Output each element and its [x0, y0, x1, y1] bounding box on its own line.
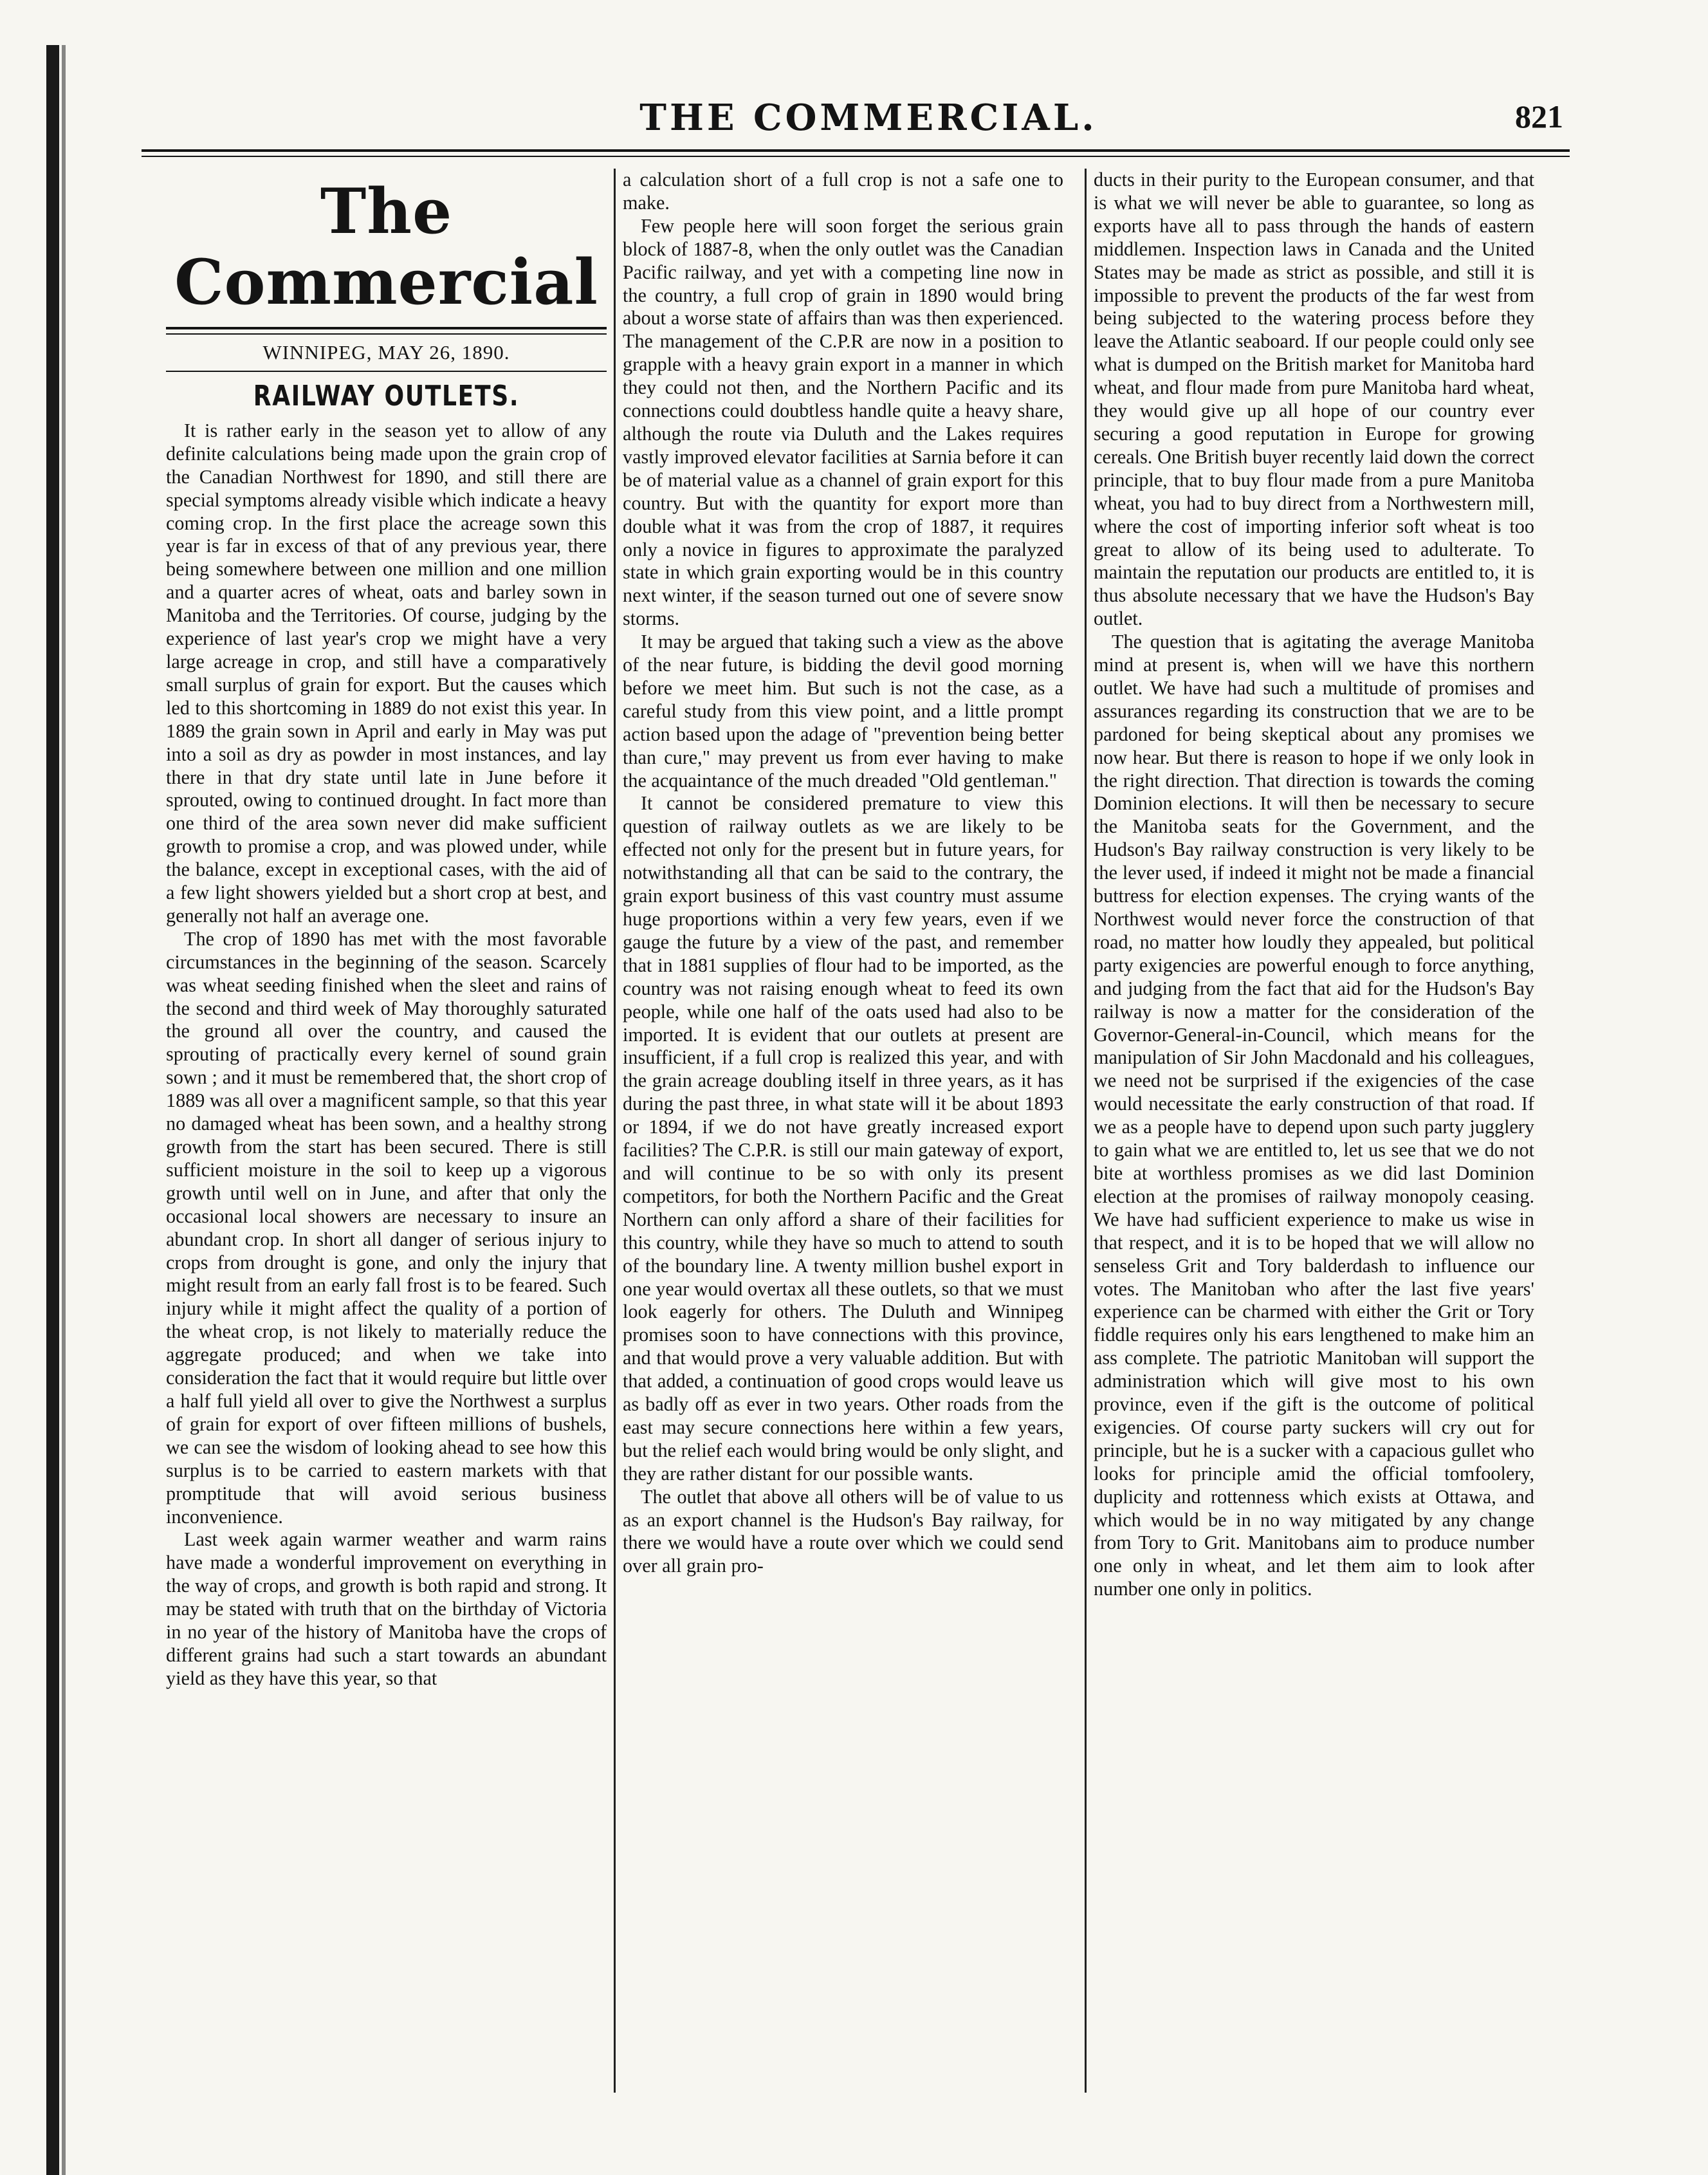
paragraph: It may be argued that taking such a view as the above of the near future, is bidding the devil good morning before we meet him. But such is not the case, as a careful study from this view point, and a little prompt action based upon the adage of "prevention being better than cure," may prevent us from ever having to make the acquaintance of the much dreaded "Old gentleman." [623, 631, 1063, 791]
column-divider-2 [1085, 169, 1087, 2093]
page-number: 821 [1515, 98, 1563, 134]
column-3 [1094, 169, 1534, 1601]
column-1 [166, 174, 607, 1690]
binding-edge-shadow [62, 45, 66, 2175]
paragraph: Last week again warmer weather and warm rains have made a wonderful improvement on everything in the way of crops, and growth is both rapid and strong. It may be stated with truth that on the birthday of Victoria in no year of the history of Manitoba have the crops of different grains had such a start towards an abundant yield as they have this year, so that [166, 1528, 607, 1689]
binding-edge [46, 45, 59, 2175]
paragraph: The question that is agitating the average Manitoba mind at present is, when will we have this northern outlet. We have had such a multitude of promises and assurances regarding its construction that we are to be pardoned for being skeptical about any promises we now hear. But there is reason to hope if we only look in the right direction. That direction is towards the coming Dominion elections. It will then be necessary to secure the Manitoba seats for the Government, and the Hudson's Bay railway construction is very likely to be the lever used, if indeed it might not be made a financial buttress for election expenses. The crying wants of the Northwest would never force the construction of that road, no matter how loudly they appealed, but political party exigencies are powerful enough to force anything, and judging from the fact that aid for the Hudson's Bay railway is now a matter for the consideration of the Governor-General-in-Council, which means for the manipulation of Sir John Macdonald and his colleagues, we need not be surprised if the exigencies of the case would necessitate the early construction of that road. If we as a people have to depend upon such party jugglery to gain what we are entitled to, let us see that we do not bite at worthless promises as we did last Dominion election at the promises of railway monopoly ceasing. We have had sufficient experience to make us wise in that respect, and it is to be hoped that we will allow no senseless Grit and Tory balderdash to influence our votes. The Manitoban who after the last five years' experience can be charmed with either the Grit or Tory fiddle requires only his ears lengthened to make him an ass complete. The patriotic Manitoban will support the administration which will give most to his own province, even if the gift is the outcome of political exigencies. Of course party suckers will cry out for principle, but he is a sucker with a capacious gullet who looks for principle amid the official tomfoolery, duplicity and rottenness which exists at Ottawa, and which would be in no way mitigated by any change from Tory to Grit. Manitobans aim to produce number one only in wheat, and let them aim to look after number one only in politics. [1094, 631, 1534, 1600]
column-2 [623, 169, 1063, 1578]
paragraph: It is rather early in the season yet to allow of any definite calculations being made upon the grain crop of the Canadian Northwest for 1890, and still there are special symptoms already visible which indicate a heavy coming crop. In the first place the acreage sown this year is far in excess of that of any previous year, there being somewhere between one million and one million and a quarter acres of wheat, oats and barley sown in Manitoba and the Territories. Of course, judging by the experience of last year's crop we might have a very large acreage in crop, and still have a comparatively small surplus of grain for export. But the causes which led to this shortcoming in 1889 do not exist this year. In 1889 the grain sown in April and early in May was put into a soil as dry as powder in most instances, and lay there in that dry state until late in June before it sprouted, owing to continued drought. In fact more than one third of the area sown never did make sufficient growth to promise a crop, and was plowed under, while the balance, except in exceptional cases, with the aid of a few light showers yielded but a short crop at best, and generally not half an average one. [166, 419, 607, 927]
dateline-rule [166, 371, 607, 372]
running-head: THE COMMERCIAL. [639, 97, 1097, 139]
masthead-title: The Commercial [174, 175, 598, 319]
paragraph: The outlet that above all others will be of value to us as an export channel is the Hudson's Bay railway, for there we would have a route over which we could send over all grain pro- [623, 1485, 1063, 1577]
header-rule-thin [142, 156, 1570, 157]
paragraph: Few people here will soon forget the serious grain block of 1887-8, when the only outlet was the Canadian Pacific railway, and yet with a competing line now in the country, a full crop of grain in 1890 would bring about a worse state of affairs than was then experienced. The management of the C.P.R are now in a position to grapple with a heavy grain export in a manner in which they could not then, and the Northern Pacific and its connections could doubtless handle quite a heavy share, although the route via Duluth and the Lakes requires vastly improved elevator facilities at Sarnia before it can be of material value as a channel of grain export for this country. But with the quantity for export more than double what it was from the crop of 1887, it requires only a novice in figures to approximate the paralyzed state in which grain exporting would be in this country next winter, if the season turned out one of severe snow storms. [623, 214, 1063, 630]
paragraph: a calculation short of a full crop is not a safe one to make. [623, 169, 1063, 214]
paragraph: It cannot be considered premature to view this question of railway outlets as we are likely to be effected not only for the present but in future years, for notwithstanding all that can be said to the contrary, the grain export business of this vast country must assume huge proportions within a very few years, even if we gauge the future by a view of the past, and remember that in 1881 supplies of flour had to be imported, as the country was not raising enough wheat to feed its own people, while one half of the oats used had also to be imported. It is evident that our outlets at present are insufficient, if a full crop is realized this year, and with the grain acreage doubling itself in three years, as it has during the past three, in what state will it be about 1893 or 1894, if we do not have greatly increased export facilities? The C.P.R. is still our main gateway of export, and will continue to be so with only its present competitors, for both the Northern Pacific and the Great Northern can only afford a share of their facilities for this country, while they have so much to attend to south of the boundary line. A twenty million bushel export in one year would overtax all these outlets, so that we must look eagerly for others. The Duluth and Winnipeg promises soon to have connections with this province, and that would prove a very valuable addition. But with that added, a continuation of good crops would leave us as badly off as ever in two years. Other roads from the east may secure connections here within a few years, but the relief each would bring would be only slight, and they are rather distant for our possible wants. [623, 792, 1063, 1485]
masthead-rule-thin [166, 333, 607, 335]
dateline: WINNIPEG, MAY 26, 1890. [262, 341, 510, 364]
masthead-rule-thick [166, 327, 607, 329]
paragraph: The crop of 1890 has met with the most favorable circumstances in the beginning of the season. Scarcely was wheat seeding finished when the sleet and rains of the second and third week of May thoroughly saturated the ground all over the country, and caused the sprouting of practically every kernel of sound grain sown ; and it must be remembered that, the short crop of 1889 was all over a magnificent sample, so that this year no damaged wheat has been sown, and a healthy strong growth from the start has been secured. There is still sufficient moisture in the soil to keep up a vigorous growth until well on in June, and after that only the occasional local showers are necessary to insure an abundant crop. In short all danger of serious injury to crops from drought is gone, and only the injury that might result from an early fall frost is to be feared. Such injury while it might affect the quality of a portion of the wheat crop, is not likely to materially reduce the aggregate produced; and when we take into consideration the fact that it would require but little over a half full yield all over to give the Northwest a surplus of grain for export of over fifteen millions of bushels, we can see the wisdom of looking ahead to see how this surplus is to be carried to eastern markets with that promptitude that will avoid serious business inconvenience. [166, 927, 607, 1528]
column-divider-1 [614, 169, 616, 2093]
article-headline: RAILWAY OUTLETS. [253, 379, 520, 412]
paragraph: ducts in their purity to the European consumer, and that is what we will never be able to guarantee, so long as exports have all to pass through the hands of eastern middlemen. Inspection laws in Canada and the United States may be made as strict as possible, and still it is impossible to prevent the products of the far west from being subjected to the watering process before they leave the Atlantic seaboard. If our people could only see what is dumped on the British market for Manitoba hard wheat, and flour made from pure Manitoba hard wheat, they would give up all hope of our country ever securing a good reputation in Europe for growing cereals. One British buyer recently laid down the correct principle, that to buy flour made from a pure Manitoba wheat, you had to buy direct from a Northwestern mill, where the cost of importing inferior soft wheat is too great to allow of its being used to adulterate. To maintain the reputation our products are entitled to, it is thus absolute necessary that we have the Hudson's Bay outlet. [1094, 169, 1534, 630]
header-rule-thick [142, 149, 1570, 152]
